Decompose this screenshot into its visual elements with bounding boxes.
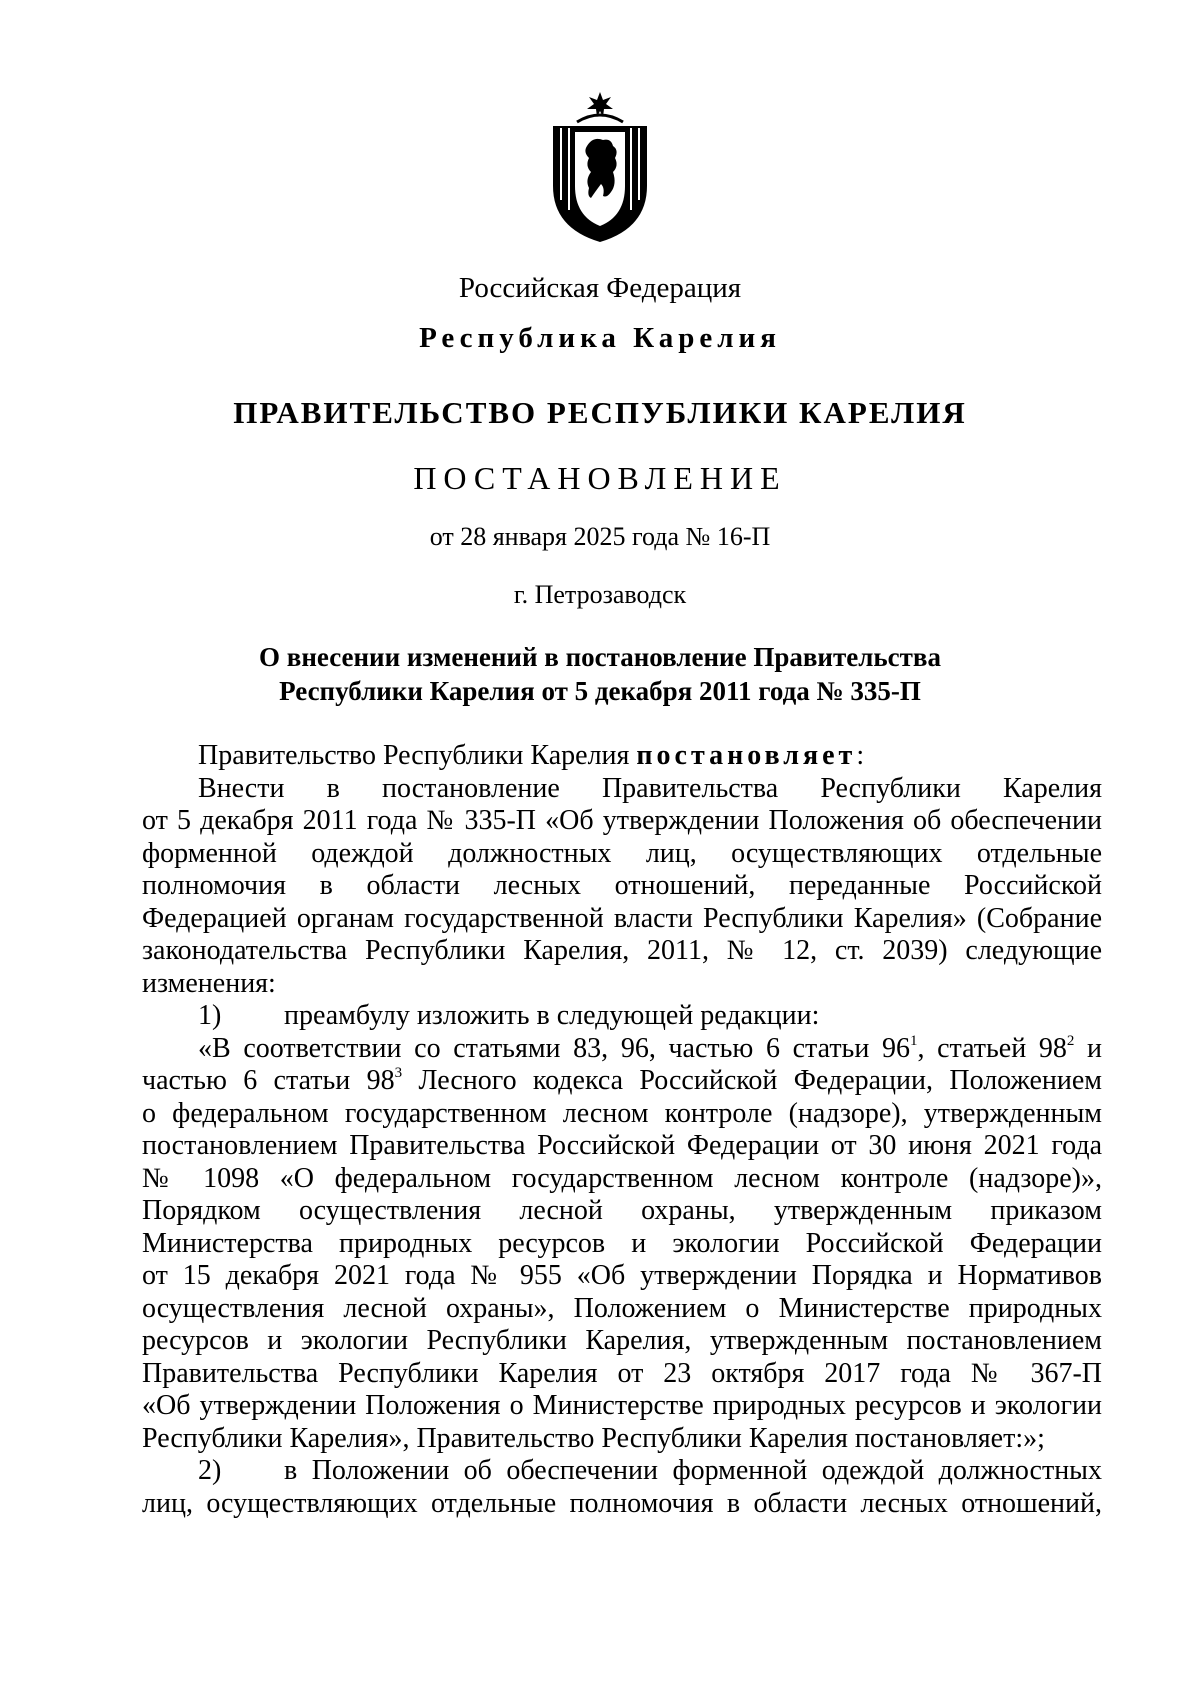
quote-line: осуществления лесной охраны», Положением о Министерстве природных xyxy=(142,1292,1102,1324)
document-date-number: от 28 января 2025 года № 16-П xyxy=(429,522,771,551)
quote-line: «Об утверждении Положения о Министерстве природных ресурсов и экологии xyxy=(142,1390,1102,1421)
quote-text: и xyxy=(1074,1032,1103,1064)
list-item-text: в Положении об обеспечении форменной одеждой должностных xyxy=(284,1455,1102,1486)
country-name: Российская Федерация xyxy=(458,272,742,304)
decree-line xyxy=(142,740,1102,773)
title-line-1: О внесении изменений в постановление Правительства xyxy=(259,642,941,672)
document-type: ПОСТАНОВЛЕНИЕ xyxy=(413,460,787,496)
document-city: г. Петрозаводск xyxy=(513,580,687,609)
paragraph-line: Федерацией органам государственной власти Республики Карелия» (Собрание xyxy=(142,902,1102,934)
list-item-text: преамбулу изложить в следующей редакции: xyxy=(284,1000,820,1031)
decree-suffix: : xyxy=(856,740,865,771)
quote-text: Лесного кодекса Российской Федерации, Положением xyxy=(402,1065,1102,1096)
quote-line: ресурсов и экологии Республики Карелия, утвержденным постановлением xyxy=(142,1325,1102,1356)
superscript: 1 xyxy=(909,1032,918,1049)
paragraph-line: законодательства Республики Карелия, 2011, № 12, ст. 2039) следующие xyxy=(142,935,1102,966)
government-name: ПРАВИТЕЛЬСТВО РЕСПУБЛИКИ КАРЕЛИЯ xyxy=(233,395,967,430)
title-line-2: Республики Карелия от 5 декабря 2011 года № 335-П xyxy=(279,676,921,706)
superscript: 2 xyxy=(1066,1032,1075,1049)
paragraph-line: полномочия в области лесных отношений, переданные Российской xyxy=(142,870,1102,901)
decree-word: постановляет xyxy=(636,740,857,771)
quote-line: № 1098 «О федеральном государственном лесном контроле (надзоре)», xyxy=(142,1162,1102,1194)
quote-line: постановлением Правительства Российской Федерации от 30 июня 2021 года xyxy=(142,1130,1102,1161)
list-item-number: 1) xyxy=(198,1000,222,1031)
list-item-1 xyxy=(142,1000,1102,1033)
quote-line-first xyxy=(142,1033,1102,1066)
paragraph-line: лиц, осуществляющих отдельные полномочия в области лесных отношений, xyxy=(142,1487,1102,1519)
paragraph-line: Внести в постановление Правительства Республики Карелия xyxy=(198,772,1102,804)
list-item-number: 2) xyxy=(198,1455,222,1486)
karelia-coat-of-arms-emblem xyxy=(547,88,653,244)
quote-line: о федеральном государственном лесном контроле (надзоре), утвержденным xyxy=(142,1097,1102,1129)
quote-line: Порядком осуществления лесной охраны, утвержденным приказом xyxy=(142,1195,1102,1226)
quote-text: частью 6 статьи 98 xyxy=(142,1065,395,1096)
quote-text: «В соответствии со статьями 83, 96, частью 6 статьи 96 xyxy=(198,1032,910,1064)
quote-line: Министерства природных ресурсов и экологии Российской Федерации xyxy=(142,1227,1102,1259)
quote-line-second xyxy=(142,1065,1102,1098)
quote-line: Правительства Республики Карелия от 23 октября 2017 года № 367-П xyxy=(142,1357,1102,1389)
superscript: 3 xyxy=(394,1065,403,1081)
republic-name: Республика Карелия xyxy=(419,322,781,354)
paragraph-line: изменения: xyxy=(142,967,276,999)
document-title xyxy=(0,640,1200,708)
list-item-2 xyxy=(142,1455,1102,1488)
paragraph-line: форменной одеждой должностных лиц, осуществляющих отдельные xyxy=(142,837,1102,869)
paragraph-line: от 5 декабря 2011 года № 335-П «Об утверждении Положения об обеспечении xyxy=(142,805,1102,836)
quote-line: от 15 декабря 2021 года № 955 «Об утверждении Порядка и Нормативов xyxy=(142,1260,1102,1291)
decree-prefix: Правительство Республики Карелия xyxy=(198,740,637,771)
document-body xyxy=(142,740,1102,1520)
quote-text: , статьей 98 xyxy=(917,1032,1067,1064)
quote-line-last: Республики Карелия», Правительство Республики Карелия постановляет:»; xyxy=(142,1422,1045,1454)
